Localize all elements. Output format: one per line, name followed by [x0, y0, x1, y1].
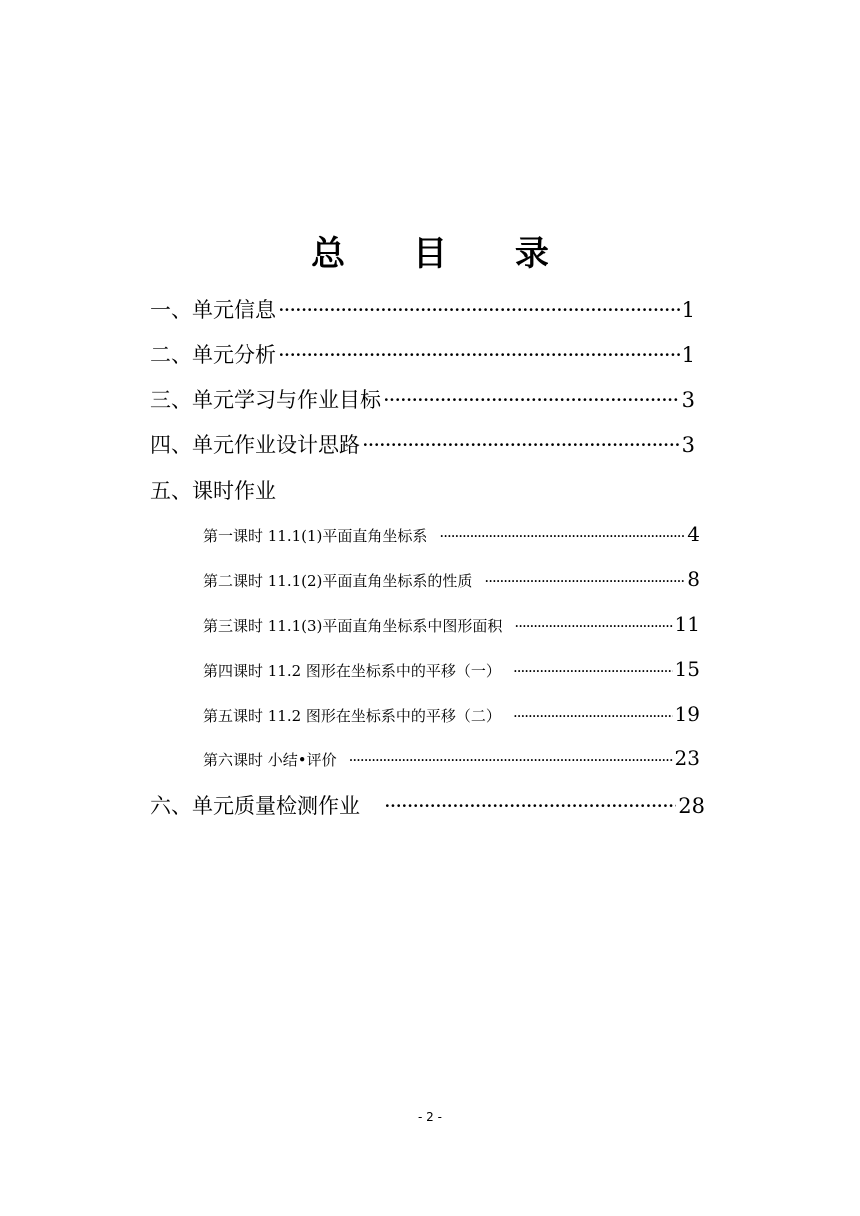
toc-entry[interactable]	[150, 384, 695, 414]
toc-entry-label: 一、单元信息	[150, 298, 276, 322]
dot-leader	[514, 617, 672, 635]
toc-entry-page: 15	[674, 657, 700, 681]
toc-entry-label: 二、单元分析	[150, 343, 276, 367]
dot-leader	[513, 707, 673, 725]
toc-entry-page: 1	[681, 298, 695, 322]
toc-entry-page: 11	[674, 612, 700, 636]
toc-entry[interactable]	[150, 790, 705, 820]
toc-subentry[interactable]	[203, 746, 700, 770]
toc-entry-label: 四、单元作业设计思路	[150, 433, 360, 457]
toc-entry-page: 3	[681, 433, 695, 457]
toc-entry[interactable]	[150, 429, 695, 459]
dot-leader	[278, 343, 680, 367]
page-title: 总 目 录	[311, 234, 577, 274]
toc-entry-label: 第二课时 11.1(2)平面直角坐标系的性质	[203, 572, 473, 590]
toc-entry[interactable]	[150, 294, 695, 324]
dot-leader	[439, 527, 685, 545]
toc-entry-label: 第一课时 11.1(1)平面直角坐标系	[203, 527, 428, 545]
toc-subentry[interactable]	[203, 612, 700, 636]
dot-leader	[349, 751, 673, 769]
toc-entry-page: 19	[674, 702, 700, 726]
dot-leader	[484, 572, 685, 590]
dot-leader	[383, 388, 680, 412]
toc-entry-label: 六、单元质量检测作业	[150, 794, 360, 818]
dot-leader	[362, 433, 680, 457]
toc-entry-label: 三、单元学习与作业目标	[150, 388, 381, 412]
dot-leader	[384, 794, 676, 818]
toc-entry-page: 3	[681, 388, 695, 412]
toc-entry-page: 4	[687, 522, 700, 546]
toc-entry[interactable]	[150, 339, 695, 369]
page-number-footer: - 2 -	[418, 1110, 442, 1124]
toc-subentry[interactable]	[203, 657, 700, 681]
dot-leader	[278, 298, 680, 322]
toc-entry-page: 8	[687, 567, 700, 591]
toc-entry-page: 23	[674, 746, 700, 770]
toc-subentry[interactable]	[203, 702, 700, 726]
toc-entry-label: 第六课时 小结•评价	[203, 751, 337, 769]
toc-entry-label: 第五课时 11.2 图形在坐标系中的平移（二）	[203, 707, 501, 725]
toc-subentry[interactable]	[203, 567, 700, 591]
toc-entry-label: 五、课时作业	[150, 479, 276, 503]
toc-entry-page: 28	[678, 794, 705, 818]
toc-entry-page: 1	[681, 343, 695, 367]
toc-subentry[interactable]	[203, 522, 700, 546]
toc-section-heading[interactable]	[150, 475, 695, 505]
toc-entry-label: 第四课时 11.2 图形在坐标系中的平移（一）	[203, 662, 501, 680]
toc-entry-label: 第三课时 11.1(3)平面直角坐标系中图形面积	[203, 617, 503, 635]
dot-leader	[513, 662, 673, 680]
